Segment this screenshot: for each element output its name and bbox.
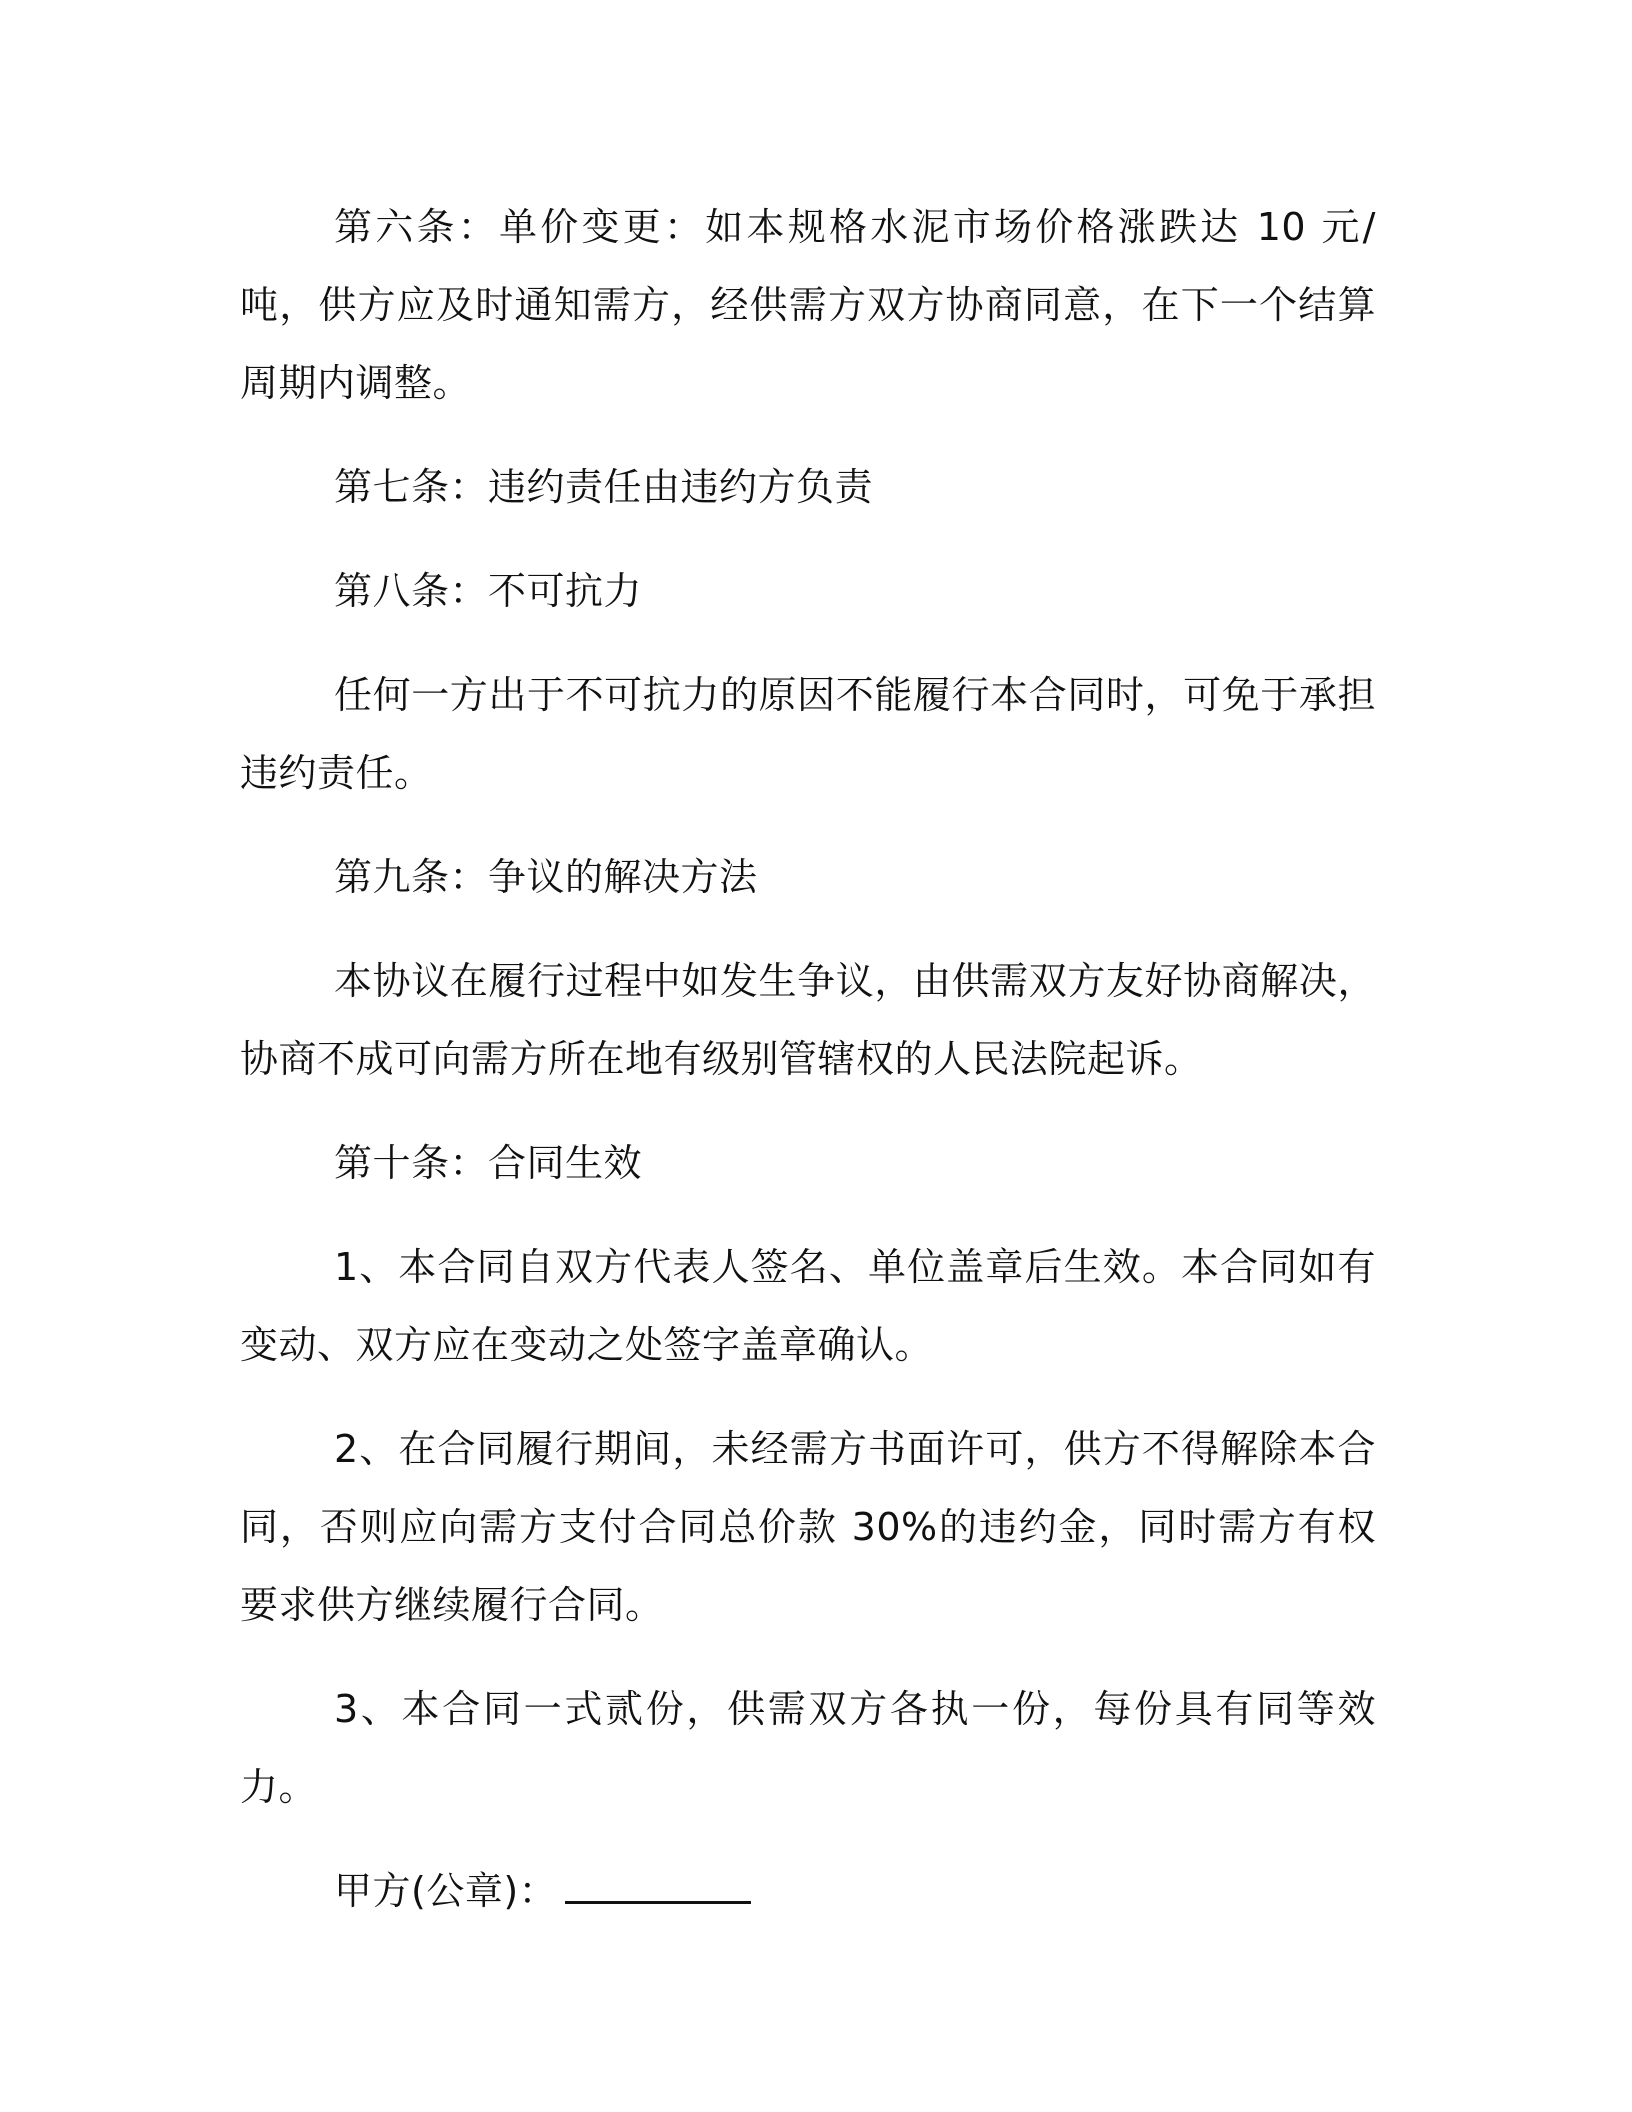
clause-9-dispute-text: 本协议在履行过程中如发生争议，由供需双方友好协商解决，协商不成可向需方所在地有级别管辖权的人民法院起诉。 xyxy=(240,959,1376,1081)
clause-10-item-1: 1、本合同自双方代表人签名、单位盖章后生效。本合同如有变动、双方应在变动之处签字盖章确认。 xyxy=(240,1245,1376,1367)
clause-8-force-majeure-text: 任何一方出于不可抗力的原因不能履行本合同时，可免于承担违约责任。 xyxy=(240,673,1376,795)
document-body xyxy=(240,188,1376,1956)
signature-label: 甲方(公章)： xyxy=(334,1869,558,1913)
clause-10-effect-heading: 第十条：合同生效 xyxy=(334,1141,643,1185)
signature-party-a xyxy=(240,1852,1376,1930)
clause-8-force-majeure-heading: 第八条：不可抗力 xyxy=(334,569,643,613)
clause-6-unit-price-change: 第六条：单价变更：如本规格水泥市场价格涨跌达 10 元/吨，供方应及时通知需方，经供需方双方协商同意，在下一个结算周期内调整。 xyxy=(240,205,1376,405)
clause-7-liability: 第七条：违约责任由违约方负责 xyxy=(334,465,874,509)
clause-10-item-3: 3、本合同一式贰份，供需双方各执一份，每份具有同等效力。 xyxy=(240,1687,1376,1809)
clause-9-dispute-heading: 第九条：争议的解决方法 xyxy=(334,855,758,899)
clause-10-item-2: 2、在合同履行期间，未经需方书面许可，供方不得解除本合同，否则应向需方支付合同总价款 30%的违约金，同时需方有权要求供方继续履行合同。 xyxy=(240,1427,1376,1627)
signature-blank-line xyxy=(565,1873,751,1904)
